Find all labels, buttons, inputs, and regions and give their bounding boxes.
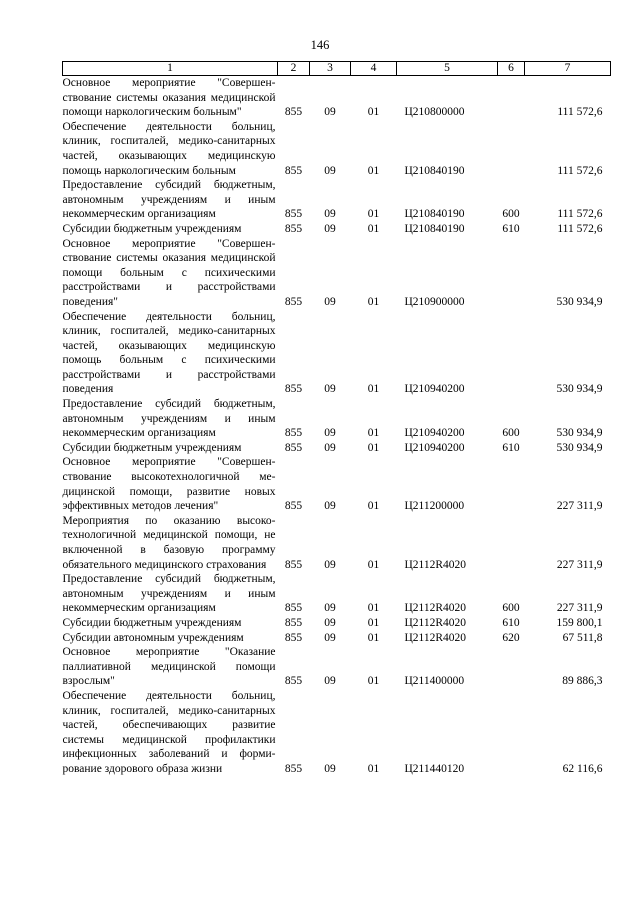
row-expense-type-cell: 610 <box>502 222 520 235</box>
row-name-cell: Предоставление субсидий бюджетным, автономным учреждениям и иным некоммерческим организациям <box>62 179 276 221</box>
table-row <box>63 397 611 441</box>
row-amount-cell: 62 116,6 <box>562 762 603 775</box>
row-code-2-cell: 855 <box>284 208 303 221</box>
row-code-3-cell: 09 <box>324 427 336 440</box>
row-name-cell: Мероприятия по оказанию высокотехнологичной медицинской помощи, не включенной в базовую программу обязательного медицинского страхования <box>62 514 276 571</box>
table-row <box>63 237 611 310</box>
row-amount-cell: 530 934,9 <box>556 441 603 454</box>
row-code-3-cell: 09 <box>324 602 336 615</box>
row-amount-cell: 67 511,8 <box>562 631 603 644</box>
row-amount-cell: 227 311,9 <box>556 602 603 615</box>
row-expense-type-cell <box>498 514 525 572</box>
row-expense-type-cell <box>498 689 525 777</box>
row-target-article-cell: Ц211200000 <box>404 500 465 513</box>
table-row <box>63 455 611 513</box>
row-amount-cell: 530 934,9 <box>556 383 603 396</box>
row-code-4-cell: 01 <box>367 602 380 615</box>
row-name-cell: Субсидии бюджетным учреждениям <box>62 441 242 454</box>
row-code-3-cell: 09 <box>324 164 336 177</box>
table-body <box>63 76 611 777</box>
row-name-cell: Обеспечение деятельности больниц, клиник, госпиталей, медико-санитарных частей, оказывающих медицинскую помощь наркологическим больным <box>62 120 276 177</box>
row-name-cell: Субсидии бюджетным учреждениям <box>62 616 242 629</box>
row-code-3-cell: 09 <box>324 616 336 629</box>
table-header-row <box>63 62 611 76</box>
row-amount-cell: 111 572,6 <box>557 106 603 119</box>
header-cell-7: 7 <box>525 62 611 76</box>
row-expense-type-cell: 610 <box>502 441 520 454</box>
row-name-cell: Основное мероприятие "Совершенствование системы оказания медицинской помощи наркологическим больным" <box>62 77 276 119</box>
row-code-4-cell: 01 <box>367 383 380 396</box>
row-code-3-cell: 09 <box>324 631 336 644</box>
row-code-4-cell: 01 <box>367 500 380 513</box>
row-expense-type-cell <box>498 645 525 689</box>
row-amount-cell: 530 934,9 <box>556 295 603 308</box>
row-target-article-cell: Ц2112R4020 <box>404 602 467 615</box>
header-cell-4: 4 <box>351 62 397 76</box>
row-code-2-cell: 855 <box>284 441 303 454</box>
table-row <box>63 572 611 616</box>
row-name-cell: Субсидии бюджетным учреждениям <box>62 222 242 235</box>
row-expense-type-cell: 620 <box>502 631 520 644</box>
row-name-cell: Основное мероприятие "Совершенствование системы оказания медицинской помощи больным с психическими расстройствами и расстройствами поведения" <box>62 237 276 308</box>
row-target-article-cell: Ц211400000 <box>404 675 465 688</box>
page-number: 146 <box>310 38 330 52</box>
header-cell-1: 1 <box>63 62 278 76</box>
row-code-3-cell: 09 <box>324 295 336 308</box>
row-code-4-cell: 01 <box>367 762 380 775</box>
table-row <box>63 645 611 689</box>
row-amount-cell: 227 311,9 <box>556 558 603 571</box>
row-code-4-cell: 01 <box>367 295 380 308</box>
row-amount-cell: 227 311,9 <box>556 500 603 513</box>
row-code-4-cell: 01 <box>367 427 380 440</box>
row-code-2-cell: 855 <box>284 106 303 119</box>
row-name-cell: Основное мероприятие "Оказание паллиативной медицинской помощи взрослым" <box>62 646 276 688</box>
table-row <box>63 689 611 777</box>
row-code-2-cell: 855 <box>284 558 303 571</box>
row-target-article-cell: Ц210940200 <box>404 427 465 440</box>
row-name-cell: Обеспечение деятельности больниц, клиник, госпиталей, медико-санитарных частей, оказывающих медицинскую помощь больным с психическими расстройствами и расстройствами поведения <box>62 310 276 396</box>
row-code-4-cell: 01 <box>367 631 380 644</box>
row-target-article-cell: Ц2112R4020 <box>404 631 467 644</box>
table-row <box>63 222 611 237</box>
row-code-3-cell: 09 <box>324 500 336 513</box>
row-expense-type-cell <box>498 455 525 513</box>
row-name-cell: Субсидии автономным учреждениям <box>62 631 244 644</box>
row-target-article-cell: Ц210840190 <box>404 222 465 235</box>
header-cell-5: 5 <box>397 62 498 76</box>
row-expense-type-cell <box>498 120 525 178</box>
row-amount-cell: 530 934,9 <box>556 427 603 440</box>
table-row <box>63 310 611 398</box>
row-target-article-cell: Ц210940200 <box>404 383 465 396</box>
row-code-3-cell: 09 <box>324 106 336 119</box>
table-row <box>63 76 611 120</box>
row-target-article-cell: Ц210840190 <box>404 164 465 177</box>
row-code-2-cell: 855 <box>284 602 303 615</box>
row-name-cell: Обеспечение деятельности больниц, клиник, госпиталей, медико-санитарных частей, обеспечивающих развитие системы медицинской профилактики инфекционных заболеваний и формирование здорового образа жизни <box>62 689 276 775</box>
table-row <box>63 616 611 631</box>
row-expense-type-cell: 600 <box>502 427 520 440</box>
row-expense-type-cell <box>498 310 525 398</box>
row-amount-cell: 111 572,6 <box>557 164 603 177</box>
row-amount-cell: 159 800,1 <box>556 616 603 629</box>
budget-table-container <box>62 61 610 777</box>
row-code-2-cell: 855 <box>284 631 303 644</box>
row-expense-type-cell: 610 <box>502 616 520 629</box>
row-name-cell: Предоставление субсидий бюджетным, автономным учреждениям и иным некоммерческим организациям <box>62 573 276 615</box>
row-code-4-cell: 01 <box>367 106 380 119</box>
row-code-3-cell: 09 <box>324 558 336 571</box>
row-target-article-cell: Ц2112R4020 <box>404 558 467 571</box>
row-target-article-cell: Ц210900000 <box>404 295 465 308</box>
row-name-cell: Предоставление субсидий бюджетным, автономным учреждениям и иным некоммерческим организациям <box>62 398 276 440</box>
row-code-2-cell: 855 <box>284 383 303 396</box>
row-code-3-cell: 09 <box>324 383 336 396</box>
row-code-4-cell: 01 <box>367 208 380 221</box>
row-expense-type-cell <box>498 76 525 120</box>
table-row <box>63 441 611 456</box>
row-code-4-cell: 01 <box>367 222 380 235</box>
header-cell-2: 2 <box>278 62 310 76</box>
table-row <box>63 514 611 572</box>
row-expense-type-cell: 600 <box>502 208 520 221</box>
row-target-article-cell: Ц211440120 <box>404 762 465 775</box>
row-target-article-cell: Ц210840190 <box>404 208 465 221</box>
row-code-2-cell: 855 <box>284 427 303 440</box>
row-code-2-cell: 855 <box>284 222 303 235</box>
row-code-2-cell: 855 <box>284 164 303 177</box>
row-amount-cell: 89 886,3 <box>562 675 603 688</box>
row-code-3-cell: 09 <box>324 762 336 775</box>
table-row <box>63 178 611 222</box>
row-target-article-cell: Ц210940200 <box>404 441 465 454</box>
table-row <box>63 631 611 646</box>
row-code-4-cell: 01 <box>367 441 380 454</box>
row-code-2-cell: 855 <box>284 295 303 308</box>
row-code-2-cell: 855 <box>284 616 303 629</box>
row-amount-cell: 111 572,6 <box>557 222 603 235</box>
header-cell-6: 6 <box>498 62 525 76</box>
table-row <box>63 120 611 178</box>
header-cell-3: 3 <box>310 62 351 76</box>
row-code-3-cell: 09 <box>324 222 336 235</box>
row-code-4-cell: 01 <box>367 616 380 629</box>
row-expense-type-cell: 600 <box>502 602 520 615</box>
budget-table <box>62 61 611 777</box>
row-code-2-cell: 855 <box>284 762 303 775</box>
row-code-3-cell: 09 <box>324 675 336 688</box>
row-code-3-cell: 09 <box>324 208 336 221</box>
row-code-2-cell: 855 <box>284 500 303 513</box>
row-name-cell: Основное мероприятие "Совершенствование высокотехнологичной медицинской помощи, развитие новых эффективных методов лечения" <box>62 456 276 513</box>
row-amount-cell: 111 572,6 <box>557 208 603 221</box>
row-code-4-cell: 01 <box>367 675 380 688</box>
row-expense-type-cell <box>498 237 525 310</box>
row-target-article-cell: Ц210800000 <box>404 106 465 119</box>
row-target-article-cell: Ц2112R4020 <box>404 616 467 629</box>
row-code-3-cell: 09 <box>324 441 336 454</box>
row-code-2-cell: 855 <box>284 675 303 688</box>
row-code-4-cell: 01 <box>367 164 380 177</box>
row-code-4-cell: 01 <box>367 558 380 571</box>
